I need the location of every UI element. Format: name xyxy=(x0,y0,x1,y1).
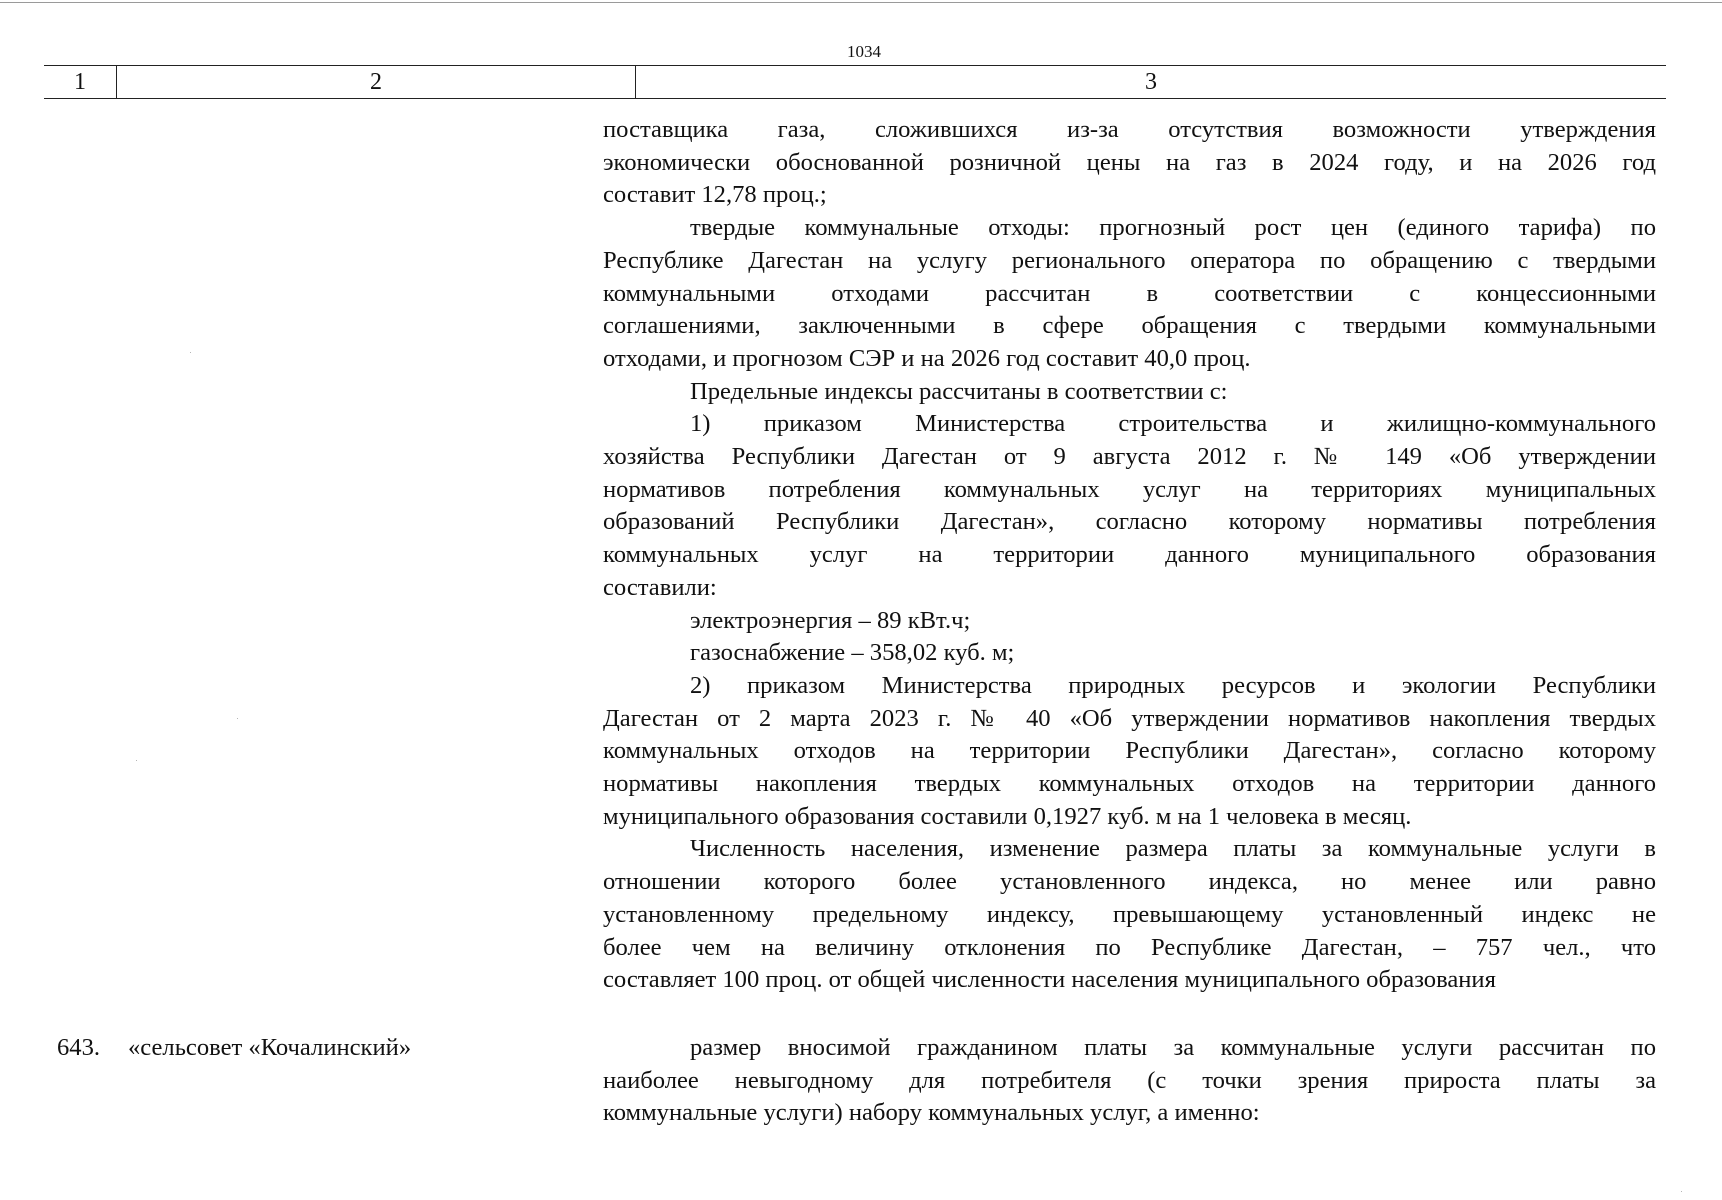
paragraph-line: составит 12,78 проц.; xyxy=(603,181,827,209)
paragraph-line: 1) приказом Министерства строительства и жилищно-коммунального xyxy=(690,410,1656,438)
paragraph-line: коммунальные услуги) набору коммунальных услуг, а именно: xyxy=(603,1099,1260,1127)
paragraph-line: Численность населения, изменение размера платы за коммунальные услуги в xyxy=(690,835,1656,863)
page-number: 1034 xyxy=(847,42,881,61)
paragraph-line: составили: xyxy=(603,573,717,601)
paragraph-line: твердые коммунальные отходы: прогнозный рост цен (единого тарифа) по xyxy=(690,214,1656,242)
municipality-name: «сельсовет «Кочалинский» xyxy=(128,1034,412,1061)
paragraph-line: более чем на величину отклонения по Республике Дагестан, – 757 чел., что xyxy=(603,933,1656,961)
paragraph-line: коммунальных отходов на территории Республики Дагестан», согласно которому xyxy=(603,737,1656,765)
paragraph-line: образований Республики Дагестан», согласно которому нормативы потребления xyxy=(603,508,1656,536)
scan-speck xyxy=(1681,1191,1682,1192)
paragraph-line: 2) приказом Министерства природных ресурсов и экологии Республики xyxy=(690,671,1656,699)
paragraph-line: коммунальных услуг на территории данного муниципального образования xyxy=(603,541,1656,569)
paragraph-line: экономически обоснованной розничной цены на газ в 2024 году, и на 2026 год xyxy=(603,148,1656,176)
header-cell-2: 2 xyxy=(116,66,635,98)
paragraph-line: составляет 100 проц. от общей численности населения муниципального образования xyxy=(603,966,1496,994)
scan-edge-line xyxy=(0,2,1722,3)
paragraph-line: отходами, и прогнозом СЭР и на 2026 год составит 40,0 проц. xyxy=(603,344,1251,372)
paragraph-line: наиболее невыгодному для потребителя (с точки зрения прироста платы за xyxy=(603,1066,1656,1094)
scan-speck xyxy=(190,352,191,353)
paragraph-line: Республике Дагестан на услугу регионального оператора по обращению с твердыми xyxy=(603,246,1656,274)
paragraph-line: нормативов потребления коммунальных услуг на территориях муниципальных xyxy=(603,475,1656,503)
paragraph-line: газоснабжение – 358,02 куб. м; xyxy=(690,639,1015,667)
paragraph-line: муниципального образования составили 0,1927 куб. м на 1 человека в месяц. xyxy=(603,802,1412,830)
column-3-text-continuation xyxy=(603,114,1656,997)
header-cell-1: 1 xyxy=(74,69,86,95)
paragraph-line: соглашениями, заключенными в сфере обращения с твердыми коммунальными xyxy=(603,312,1656,340)
paragraph-line: Дагестан от 2 марта 2023 г. № 40 «Об утверждении нормативов накопления твердых xyxy=(603,704,1656,732)
row-number: 643. xyxy=(57,1034,101,1061)
table-header-row xyxy=(44,65,1666,99)
paragraph-line: поставщика газа, сложившихся из-за отсутствия возможности утверждения xyxy=(603,116,1656,143)
paragraph-line: отношении которого более установленного индекса, но менее или равно xyxy=(603,868,1656,896)
header-cell-3: 3 xyxy=(635,66,1666,98)
paragraph-line: размер вносимой гражданином платы за коммунальные услуги рассчитан по xyxy=(690,1034,1656,1061)
paragraph-line: Предельные индексы рассчитаны в соответствии с: xyxy=(690,377,1228,405)
paragraph-line: коммунальными отходами рассчитан в соответствии с концессионными xyxy=(603,279,1656,307)
paragraph-line: установленному предельному индексу, превышающему установленный индекс не xyxy=(603,900,1656,928)
paragraph-line: хозяйства Республики Дагестан от 9 августа 2012 г. № 149 «Об утверждении xyxy=(603,443,1656,471)
paragraph-line: нормативы накопления твердых коммунальных отходов на территории данного xyxy=(603,770,1656,798)
scan-speck xyxy=(136,760,137,761)
scan-speck xyxy=(237,718,238,719)
column-3-text-row-643 xyxy=(603,1032,1656,1130)
paragraph-line: электроэнергия – 89 кВт.ч; xyxy=(690,606,971,634)
